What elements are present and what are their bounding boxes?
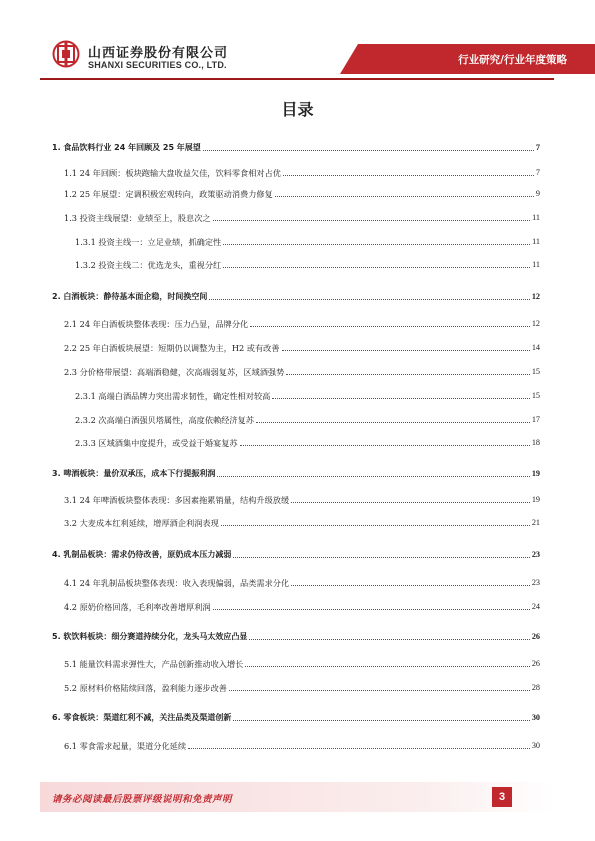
toc-entry[interactable] bbox=[0, 186, 595, 200]
toc-page-number: 28 bbox=[531, 683, 540, 692]
toc-dot-leader bbox=[209, 299, 529, 300]
toc-page-number: 21 bbox=[531, 518, 540, 527]
company-name-cn: 山西证券股份有限公司 bbox=[88, 46, 229, 61]
toc-page-number: 19 bbox=[531, 469, 540, 478]
toc-page-number: 12 bbox=[531, 292, 540, 301]
toc-entry[interactable] bbox=[0, 340, 595, 354]
toc-entry-title: 1.3.2 投资主线二：优选龙头，重视分红 bbox=[75, 260, 222, 270]
toc-dot-leader bbox=[283, 175, 534, 176]
toc-entry[interactable] bbox=[0, 656, 595, 670]
toc-dot-leader bbox=[221, 525, 530, 526]
toc-page-number: 19 bbox=[531, 495, 540, 504]
toc-entry[interactable] bbox=[0, 165, 595, 179]
toc-page-number: 17 bbox=[531, 415, 540, 424]
toc-entry-title: 4. 乳制品板块：需求仍待改善，原奶成本压力减弱 bbox=[52, 550, 232, 559]
toc-page-number: 23 bbox=[531, 550, 540, 559]
toc-dot-leader bbox=[213, 220, 530, 221]
toc-entry[interactable] bbox=[0, 289, 595, 303]
toc-page-number: 26 bbox=[531, 632, 540, 641]
toc-dot-leader bbox=[223, 267, 530, 268]
toc-dot-leader bbox=[250, 326, 530, 327]
toc-entry-title: 2.3 分价格带展望：高端酒稳健，次高端弱复苏，区域酒强势 bbox=[64, 367, 285, 377]
toc-entry-title: 6. 零食板块：渠道红利不减，关注品类及渠道创新 bbox=[52, 713, 232, 722]
toc-page-number: 11 bbox=[532, 260, 540, 269]
toc-entry-title: 4.2 原奶价格回落，毛利率改善增厚利润 bbox=[64, 602, 211, 612]
toc-page-number: 9 bbox=[535, 189, 540, 198]
toc-page-number: 7 bbox=[535, 143, 540, 152]
toc-entry-title: 1.1 24 年回顾：板块跑输大盘收益欠佳，饮料零食相对占优 bbox=[64, 168, 281, 178]
toc-entry[interactable] bbox=[0, 257, 595, 271]
toc-page-number: 30 bbox=[531, 741, 540, 750]
toc-page-number: 24 bbox=[531, 602, 540, 611]
toc-page-number: 14 bbox=[531, 343, 540, 352]
toc-entry-title: 1. 食品饮料行业 24 年回顾及 25 年展望 bbox=[52, 143, 201, 152]
toc-entry[interactable] bbox=[0, 599, 595, 613]
toc-dot-leader bbox=[272, 398, 529, 399]
toc-page-number: 12 bbox=[531, 319, 540, 328]
toc-page-number: 18 bbox=[531, 438, 540, 447]
toc-entry[interactable] bbox=[0, 466, 595, 480]
toc-entry-title: 2.2 25 年白酒板块展望：短期仍以调整为主，H2 或有改善 bbox=[64, 343, 280, 353]
toc-page-number: 7 bbox=[535, 168, 540, 177]
toc-entry[interactable] bbox=[0, 710, 595, 724]
toc-page-number: 30 bbox=[531, 713, 540, 722]
toc-entry[interactable] bbox=[0, 140, 595, 154]
toc-dot-leader bbox=[217, 476, 529, 477]
toc-dot-leader bbox=[233, 720, 529, 721]
toc-dot-leader bbox=[282, 350, 530, 351]
toc-entry[interactable] bbox=[0, 515, 595, 529]
toc-page-number: 11 bbox=[532, 213, 540, 222]
toc-entry-title: 3.1 24 年啤酒板块整体表现：多因素拖累销量，结构升级放缓 bbox=[64, 495, 290, 505]
toc-entry-title: 3.2 大麦成本红利延续，增厚酒企利润表现 bbox=[64, 518, 219, 528]
company-name-en: SHANXI SECURITIES CO., LTD. bbox=[88, 60, 227, 70]
toc-dot-leader bbox=[240, 445, 530, 446]
toc-entry-title: 1.3 投资主线展望：业绩至上，股息次之 bbox=[64, 213, 211, 223]
toc-dot-leader bbox=[286, 374, 530, 375]
toc-dot-leader bbox=[223, 244, 530, 245]
toc-entry-title: 4.1 24 年乳制品板块整体表现：收入表现偏弱，品类需求分化 bbox=[64, 578, 290, 588]
toc-entry-title: 5.1 能量饮料需求弹性大，产品创新推动收入增长 bbox=[64, 659, 244, 669]
toc-entry[interactable] bbox=[0, 210, 595, 224]
toc-page-number: 15 bbox=[531, 391, 540, 400]
toc-entry[interactable] bbox=[0, 680, 595, 694]
report-type-label: 行业研究/行业年度策略 bbox=[458, 54, 567, 66]
toc-entry[interactable] bbox=[0, 364, 595, 378]
toc-dot-leader bbox=[233, 557, 529, 558]
disclaimer-text: 请务必阅读最后股票评级说明和免责声明 bbox=[52, 794, 233, 805]
toc-entry[interactable] bbox=[0, 492, 595, 506]
toc-entry[interactable] bbox=[0, 547, 595, 561]
page-title: 目录 bbox=[281, 100, 314, 119]
toc-entry-title: 1.2 25 年展望：定调积极宏观转向，政策驱动消费力修复 bbox=[64, 189, 273, 199]
toc-entry[interactable] bbox=[0, 629, 595, 643]
toc-entry[interactable] bbox=[0, 738, 595, 752]
header-divider bbox=[40, 78, 554, 80]
toc-dot-leader bbox=[245, 666, 529, 667]
toc-entry-title: 3. 啤酒板块：量价双承压，成本下行提振利润 bbox=[52, 469, 216, 478]
toc-page-number: 15 bbox=[531, 367, 540, 376]
toc-entry[interactable] bbox=[0, 388, 595, 402]
toc-entry-title: 5. 软饮料板块：细分赛道持续分化，龙头马太效应凸显 bbox=[52, 632, 248, 641]
toc-dot-leader bbox=[256, 422, 530, 423]
toc-entry[interactable] bbox=[0, 435, 595, 449]
toc-entry-title: 6.1 零食需求起量，渠道分化延续 bbox=[64, 741, 187, 751]
toc-entry-title: 1.3.1 投资主线一：立足业绩，抓确定性 bbox=[75, 237, 222, 247]
toc-dot-leader bbox=[249, 639, 529, 640]
toc-dot-leader bbox=[229, 690, 530, 691]
toc-dot-leader bbox=[203, 150, 534, 151]
toc-entry-title: 2. 白酒板块：静待基本面企稳，时间换空间 bbox=[52, 292, 208, 301]
toc-entry[interactable] bbox=[0, 234, 595, 248]
toc-entry[interactable] bbox=[0, 412, 595, 426]
toc-page-number: 26 bbox=[531, 659, 540, 668]
toc-dot-leader bbox=[291, 585, 530, 586]
toc-entry-title: 2.3.2 次高端白酒强贝塔属性，高度依赖经济复苏 bbox=[75, 415, 254, 425]
toc-entry-title: 2.3.1 高端白酒品牌力突出需求韧性，确定性相对较高 bbox=[75, 391, 271, 401]
toc-entry[interactable] bbox=[0, 316, 595, 330]
shanxi-securities-logo-icon bbox=[52, 40, 80, 68]
toc-entry-title: 5.2 原材料价格陆续回落，盈利能力逐步改善 bbox=[64, 683, 227, 693]
toc-entry-title: 2.1 24 年白酒板块整体表现：压力凸显，品牌分化 bbox=[64, 319, 249, 329]
toc-page-number: 11 bbox=[532, 237, 540, 246]
page-number: 3 bbox=[498, 791, 506, 803]
toc-dot-leader bbox=[213, 609, 530, 610]
toc-entry[interactable] bbox=[0, 575, 595, 589]
toc-dot-leader bbox=[275, 196, 534, 197]
toc-entry-title: 2.3.3 区域酒集中度提升，或受益于婚宴复苏 bbox=[75, 438, 238, 448]
toc-dot-leader bbox=[188, 748, 530, 749]
toc-dot-leader bbox=[291, 502, 530, 503]
toc-page-number: 23 bbox=[531, 578, 540, 587]
